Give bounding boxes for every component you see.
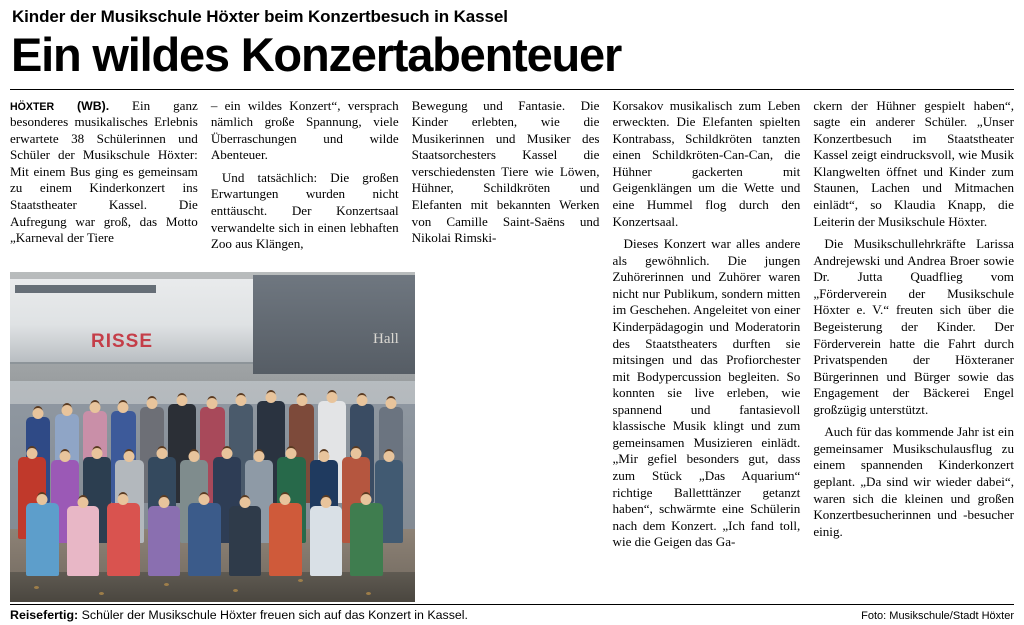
- photo-child: [26, 503, 58, 576]
- photo-child-head: [37, 494, 48, 505]
- photo-bus-window: [15, 285, 156, 293]
- photo-child-head: [286, 448, 297, 459]
- photo-child-head: [235, 395, 246, 406]
- photo-child-head: [156, 448, 167, 459]
- photo-child-head: [296, 395, 307, 406]
- photo-child-head: [280, 494, 291, 505]
- photo-image: [10, 272, 415, 602]
- paragraph: Und tatsächlich: Die großen Erwartungen wurden nicht enttäuscht. Der Konzertsaal verwandelte sich in einen lebhaften Zoo aus Klängen,: [210, 169, 399, 252]
- photo-child-head: [124, 451, 135, 462]
- photo-child-head: [61, 405, 72, 416]
- header-divider: [10, 89, 1014, 90]
- article-column-5: [813, 98, 1014, 598]
- photo-child-head: [320, 497, 331, 508]
- paragraph: Korsakov musikalisch zum Leben erweckten. Die Elefanten spielten Kontrabass, Schildkröten tanzten einen Schildkröten-Can-Can, die Hühner gackerten mit Geigenklängen um die Wette und eine Hummel flog durch den Konzertsaal.: [612, 97, 801, 229]
- article-column-4: [612, 98, 813, 598]
- photo-adult-head: [326, 392, 337, 403]
- photo-child-head: [33, 408, 44, 419]
- photo-child: [310, 506, 342, 575]
- photo-child-head: [92, 448, 103, 459]
- paragraph: Dieses Konzert war alles andere als gewöhnlich. Die jungen Zuhörerinnen und Zuhörer waren nicht nur Publikum, sondern mitten im Geschehen. Angeleitet von einer Kinderpädagogin und Moderatorin des Staatstheaters durften sie mitsingen und das Profiorchester mit Bodypercussion begleiten. So konnten sie live erleben, wie spannend und fantasievoll klassische Musik klingt und zum gemeinsamen Musizieren einlädt. „Mir gefiel besonders gut, dass zum Stück „Das Aquarium“ richtige Balletttänzer getanzt haben“, schwärmte eine Schülerin nach dem Konzert. „Ich fand toll, wie die Geigen das Ga-: [612, 236, 801, 550]
- photo-child: [107, 503, 139, 576]
- photo-child-head: [221, 448, 232, 459]
- dateline-source: (WB).: [77, 98, 110, 113]
- photo-child-head: [118, 402, 129, 413]
- photo-adult-head: [266, 392, 277, 403]
- paragraph-text: Ein ganz besonderes musikalisches Erlebnis erwartete 38 Schülerinnen und Schüler der Musikschule Höxter: Mit einem Bus ging es gemeinsam zu einem Kinderkonzert ins Staatstheater Kassel. Die Aufregung war groß, das Motto „Karneval der Tiere: [10, 97, 198, 246]
- photo-caption-lead: Reisefertig:: [10, 608, 79, 622]
- photo-leaf: [164, 583, 169, 586]
- dateline-place: HÖXTER: [10, 100, 55, 113]
- paragraph: Bewegung und Fantasie. Die Kinder erlebten, wie die Musikerinnen und Musiker des Staatsorchesters Kassel die verschiedensten Tiere wie Löwen, Hühner, Schildkröten und Elefanten mit bekannten Werken von Camille Saint-Saëns und Nikolai Rimski-: [411, 97, 600, 246]
- photo-child-head: [383, 451, 394, 462]
- article-photo: [10, 272, 415, 602]
- article-kicker: Kinder der Musikschule Höxter beim Konzertbesuch in Kassel: [12, 7, 508, 26]
- paragraph: – ein wildes Konzert“, versprach nämlich große Spannung, viele Überraschungen und wilde Abenteuer.: [210, 97, 399, 163]
- photo-child-head: [189, 451, 200, 462]
- photo-child: [148, 506, 180, 575]
- photo-child-head: [118, 494, 129, 505]
- photo-caption-text: Schüler der Musikschule Höxter freuen sich auf das Konzert in Kassel.: [78, 608, 468, 622]
- photo-child-head: [90, 402, 101, 413]
- paragraph: ckern der Hühner gespielt haben“, sagte ein anderer Schüler. „Unser Konzertbesuch im Staatstheater Kassel zeigt eindrucksvoll, wie Musik Klangwelten öffnet und Kinder zum Staunen, Lachen und Mitmachen einlädt“, so Klaudia Knapp, die Leiterin der Musikschule Höxter.: [813, 97, 1014, 229]
- photo-adult-head: [177, 395, 188, 406]
- photo-child-head: [27, 448, 38, 459]
- photo-second-bus: [253, 275, 415, 374]
- photo-child-head: [361, 494, 372, 505]
- paragraph: Auch für das kommende Jahr ist ein gemeinsamer Musikschulausflug zu einem spannenden Kinderkonzert geplant. „Da sind wir wieder dabei“, waren sich die kleinen und großen Konzertbesucherinnen und -besucher einig.: [813, 424, 1014, 539]
- photo-child: [188, 503, 220, 576]
- photo-leaf: [298, 579, 303, 582]
- photo-pavement: [10, 572, 415, 602]
- photo-caption-bar: [10, 604, 1014, 622]
- photo-child: [350, 503, 382, 576]
- photo-child-head: [199, 494, 210, 505]
- paragraph: Die Musikschullehrkräfte Larissa Andrejewski und Andrea Broer sowie Dr. Jutta Quadflieg vom „Förderverein der Musikschule Höxter e. V.“ freuten sich über die Begeisterung der Kinder. Der Förderverein hatte die Fahrt durch Privatspenden der Höxteraner Bürgerinnen und Bürger sowie das Engagement der Bäckerei Engel großzügig unterstützt.: [813, 236, 1014, 417]
- photo-child-head: [385, 398, 396, 409]
- photo-child-head: [351, 448, 362, 459]
- photo-child-head: [207, 398, 218, 409]
- photo-caption: [10, 608, 468, 622]
- photo-child-head: [59, 451, 70, 462]
- article-column-3: [412, 98, 613, 598]
- page-title: Ein wildes Konzertabenteuer: [11, 27, 622, 81]
- photo-child: [229, 506, 261, 575]
- photo-leaf: [34, 586, 39, 589]
- photo-child-head: [77, 497, 88, 508]
- photo-child-head: [318, 451, 329, 462]
- photo-child: [269, 503, 301, 576]
- photo-child-head: [146, 398, 157, 409]
- photo-leaf: [233, 589, 238, 592]
- paragraph: [10, 98, 198, 247]
- photo-child-head: [158, 497, 169, 508]
- photo-credit: Foto: Musikschule/Stadt Höxter: [861, 610, 1014, 622]
- photo-child: [67, 506, 99, 575]
- photo-child-head: [357, 395, 368, 406]
- photo-child-head: [239, 497, 250, 508]
- photo-bus-lettering: RISSE: [91, 331, 154, 353]
- photo-child-head: [254, 451, 265, 462]
- photo-building-sign: Hall: [372, 331, 399, 348]
